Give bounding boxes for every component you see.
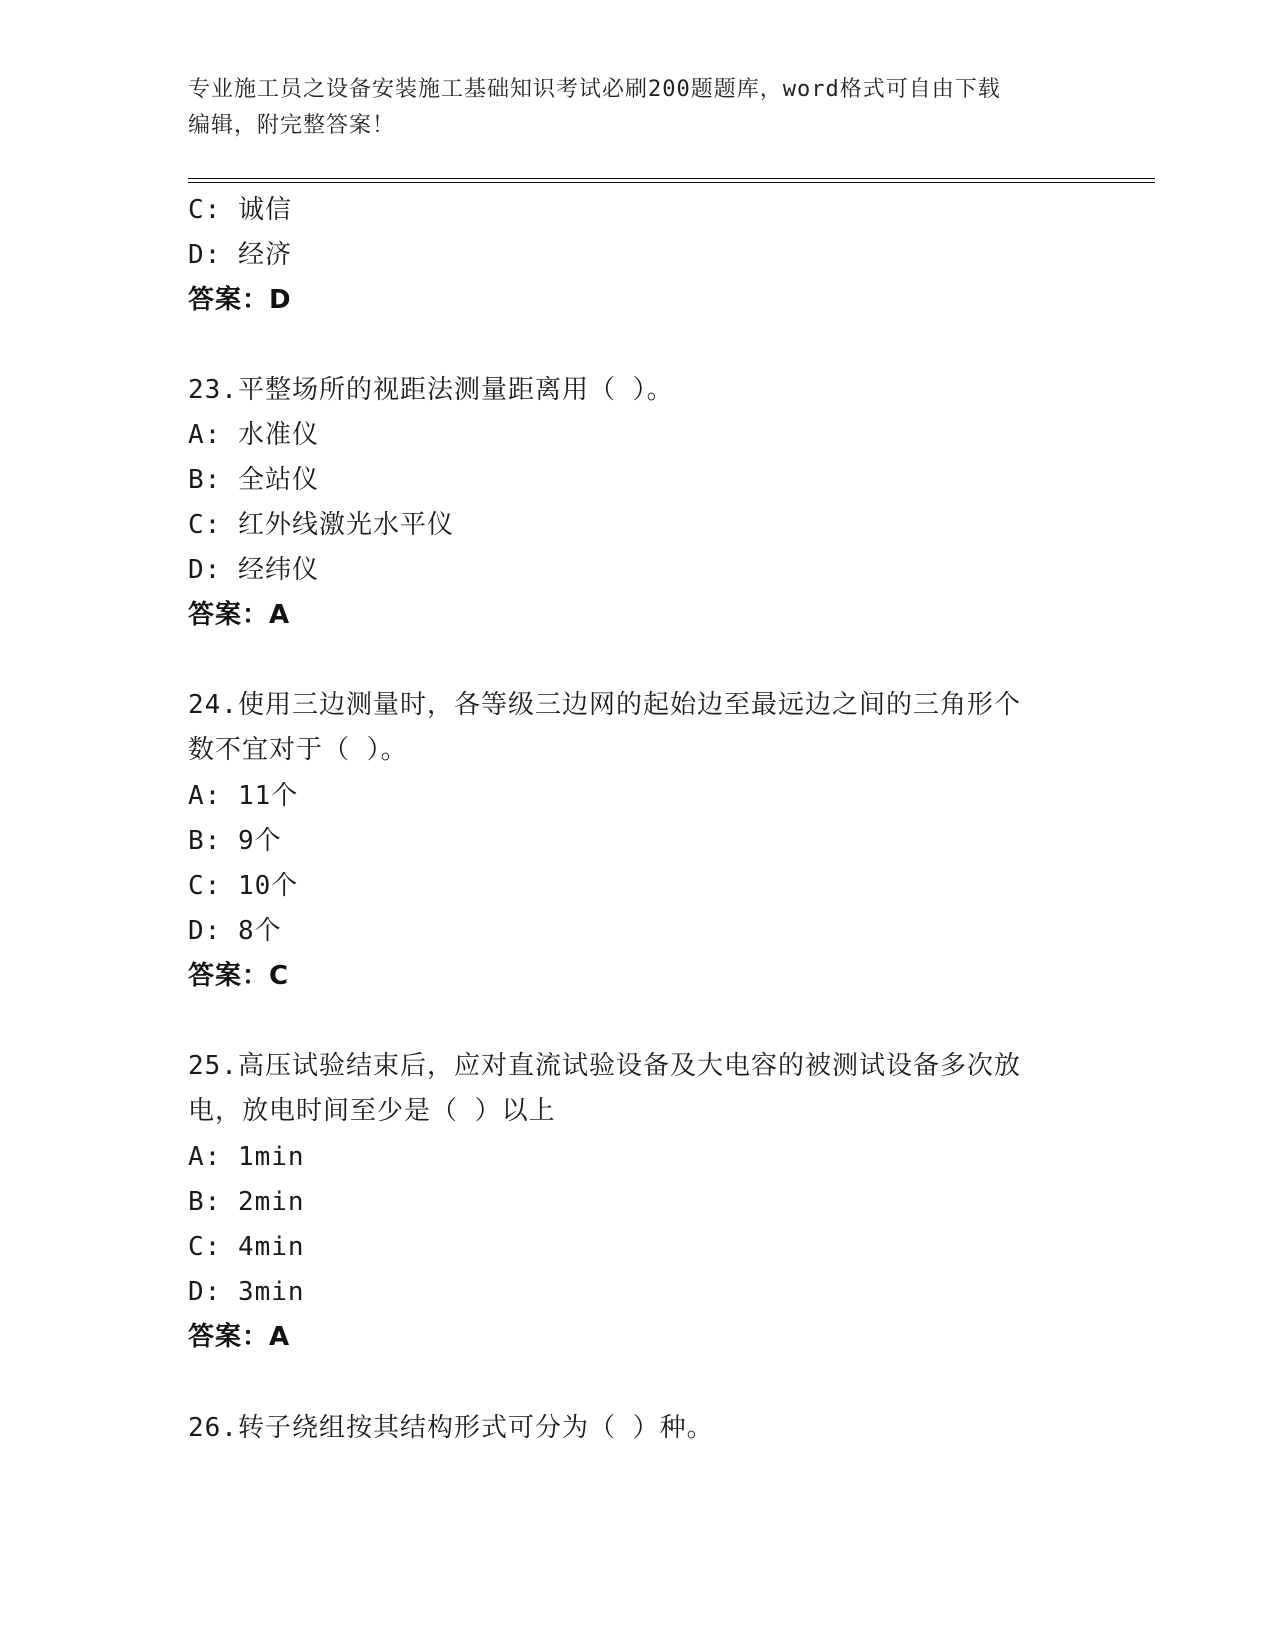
header-line-1: 专业施工员之设备安装施工基础知识考试必刷200题题库，word格式可自由下载 [188, 77, 1001, 102]
q23-stem: 23.平整场所的视距法测量距离用（ ）。 [188, 375, 674, 405]
q23-option-c: C: 红外线激光水平仪 [188, 510, 454, 540]
q22-answer: 答案：D [188, 285, 292, 315]
q25-stem-line-2: 电，放电时间至少是（ ）以上 [188, 1096, 556, 1126]
q22-option-d: D: 经济 [188, 240, 292, 270]
header-line-2: 编辑，附完整答案！ [188, 113, 396, 138]
q25-option-c: C: 4min [188, 1232, 305, 1262]
q24-option-d: D: 8个 [188, 916, 282, 946]
q25-option-a: A: 1min [188, 1142, 305, 1172]
q22-option-c: C: 诚信 [188, 195, 292, 225]
q25-answer: 答案：A [188, 1322, 291, 1352]
q25-option-d: D: 3min [188, 1277, 305, 1307]
q23-option-a: A: 水准仪 [188, 420, 319, 450]
document-header [188, 72, 1088, 144]
q25-option-b: B: 2min [188, 1187, 305, 1217]
q24-option-a: A: 11个 [188, 781, 299, 811]
q24-stem-line-2: 数不宜对于（ ）。 [188, 735, 408, 765]
q24-option-b: B: 9个 [188, 826, 282, 856]
q26-stem: 26.转子绕组按其结构形式可分为（ ）种。 [188, 1413, 714, 1443]
q24-stem-line-1: 24.使用三边测量时，各等级三边网的起始边至最远边之间的三角形个 [188, 690, 1021, 720]
q24-option-c: C: 10个 [188, 871, 299, 901]
q23-option-d: D: 经纬仪 [188, 555, 319, 585]
header-rule-top [188, 178, 1155, 179]
q25-stem-line-1: 25.高压试验结束后，应对直流试验设备及大电容的被测试设备多次放 [188, 1051, 1021, 1081]
q23-answer: 答案：A [188, 600, 291, 630]
q23-option-b: B: 全站仪 [188, 465, 319, 495]
q24-answer: 答案：C [188, 961, 290, 991]
header-rule-bottom [188, 182, 1155, 183]
